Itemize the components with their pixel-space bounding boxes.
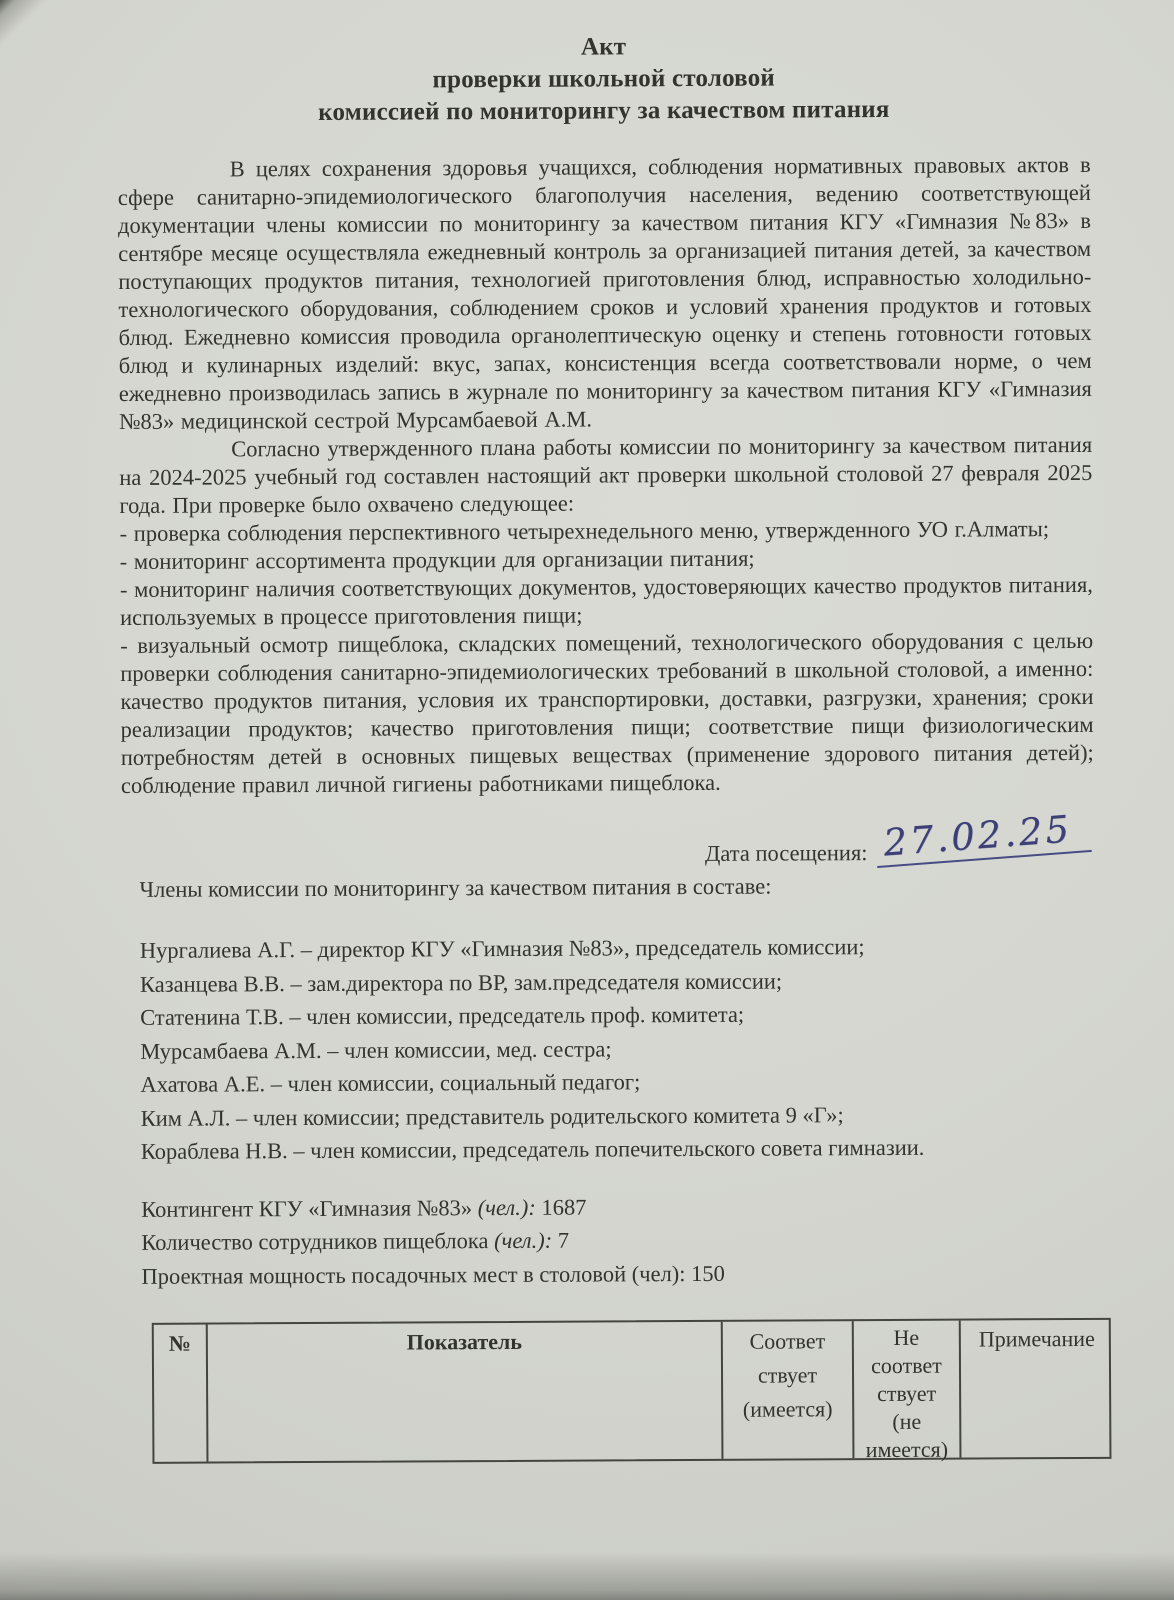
visit-date-handwritten: 27.02.25 (874, 806, 1092, 868)
stat-unit: (чел): (631, 1260, 686, 1286)
table-header-not-complies: Не соответ ствует (не имеется) (852, 1321, 960, 1459)
paragraph-plan: Согласно утвержденного плана работы комиссии по мониторингу за качеством питания на 2024-2025 учебный год составлен настоящий акт проверки школьной столовой 27 февраля 2025 года. При проверке было охвачено следующее: (119, 431, 1093, 518)
inspection-table (152, 1318, 1112, 1464)
table-header-number: № (168, 1330, 191, 1356)
commission-members-list (140, 929, 1096, 1168)
stat-unit: (чел.): (494, 1227, 553, 1254)
member-row: Ахатова А.Е. – член комиссии, социальный педагог; (140, 1069, 641, 1097)
members-intro: Члены комиссии по мониторингу за качеством питания в составе: (139, 873, 772, 902)
checklist-item: - проверка соблюдения перспективного четырехнедельного меню, утвержденного УО г.Алматы; (119, 516, 1050, 546)
stat-label: Проектная мощность посадочных мест в столовой (141, 1260, 627, 1289)
member-row: Статенина Т.В. – член комиссии, председатель проф. комитета; (140, 1001, 745, 1030)
stat-value: 150 (691, 1260, 725, 1286)
stat-label: Количество сотрудников пищеблока (141, 1228, 489, 1255)
stat-label: Контингент КГУ «Гимназия №83» (141, 1194, 473, 1222)
stat-value: 7 (557, 1227, 570, 1253)
stat-unit: (чел.): (477, 1194, 536, 1220)
photo-corner-shadow (0, 0, 90, 90)
member-row: Ким А.Л. – член комиссии; представитель родительского комитета 9 «Г»; (140, 1101, 844, 1131)
paragraph-intro: В целях сохранения здоровья учащихся, соблюдения нормативных правовых актов в сфере санитарно-эпидемиологического благополучия населения, ведению соответствующей документации члены комиссии по мониторингу за качеством питания КГУ «Гимназия №83» в сентябре месяце осуществляла ежедневный контроль за организацией питания детей, за качеством поступающих продуктов питания, технологией приготовления блюд, исправностью холодильно-технологического оборудования, соблюдением сроков и условий хранения продуктов и готовых блюд. Ежедневно комиссия проводила органолептическую оценку и степень готовности готовых блюд и кулинарных изделий: вкус, запах, консистенция всегда соответствовали норме, о чем ежедневно производилась запись в журнале по мониторингу за качеством питания КГУ «Гимназия №83» медицинской сестрой Мурсамбаевой А.М. (117, 151, 1092, 434)
stat-value: 1687 (541, 1194, 587, 1220)
visit-date-label: Дата посещения: (704, 840, 868, 866)
title-line-1: Акт (580, 33, 627, 61)
table-header-note: Примечание (959, 1320, 1114, 1458)
member-row: Казанцева В.В. – зам.директора по ВР, зам.председателя комиссии; (139, 968, 783, 997)
member-row: Нургалиева А.Г. – директор КГУ «Гимназия №83», председатель комиссии; (139, 934, 865, 963)
inspection-checklist (120, 515, 1094, 800)
facility-stats (141, 1187, 1097, 1292)
stat-row-contingent (141, 1187, 1096, 1225)
member-row: Кораблева Н.В. – член комиссии, председатель попечительского совета гимназии. (140, 1134, 925, 1164)
checklist-item: - визуальный осмотр пищеблока, складских помещений, технологического оборудования с целью проверки соблюдения санитарно-эпидемиологических требований в школьной столовой, а именно: качество продуктов питания, условия их транспортировки, доставки, разгрузки, хранения; сроки реализации продуктов; качество приготовления пищи; соответствие пищи физиологическим потребностям детей в основных пищевых веществах (применение здорового питания детей); соблюдение правил личной гигиены работниками пищеблока. (120, 627, 1094, 798)
checklist-item: - мониторинг ассортимента продукции для организации питания; (119, 545, 755, 574)
stat-row-staff (141, 1221, 1096, 1259)
table-header-indicator: Показатель (206, 1322, 722, 1462)
stat-row-seats (141, 1254, 1096, 1293)
checklist-item: - мониторинг наличия соответствующих документов, удостоверяющих качество продуктов питания, используемых в процессе приготовления пищи; (119, 571, 1093, 630)
document-title (117, 29, 1090, 130)
visit-date-row (121, 807, 1094, 876)
title-line-2: проверки школьной столовой (432, 64, 776, 94)
member-row: Мурсамбаева А.М. – член комиссии, мед. сестра; (140, 1035, 612, 1064)
table-header-complies: Соответ ствует (имеется) (721, 1321, 853, 1459)
title-line-3: комиссией по мониторингу за качеством питания (318, 95, 890, 126)
document-page (117, 29, 1097, 1464)
